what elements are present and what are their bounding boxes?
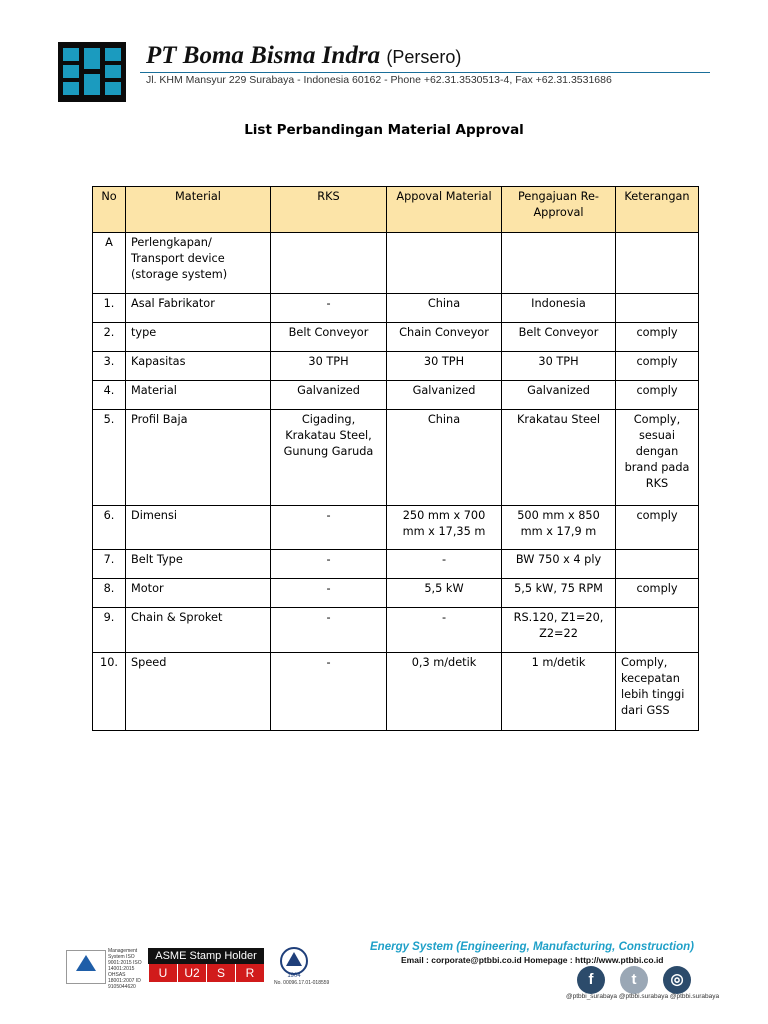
kan-number: No. 00096.17.01-018559: [274, 980, 330, 986]
table-row: [93, 550, 699, 579]
tuv-text: Management System ISO 9001:2015 ISO 14001:2015 OHSAS 18001:2007 ID 9105044620: [108, 948, 142, 990]
cell-approval: China: [387, 410, 502, 506]
cell-rks: -: [271, 608, 387, 653]
col-header-material: Material: [126, 187, 271, 233]
cell-keterangan: comply: [616, 579, 699, 608]
table-row: [93, 352, 699, 381]
facebook-icon[interactable]: f: [577, 966, 605, 994]
cell-no: 1.: [93, 294, 126, 323]
cell-rks: -: [271, 579, 387, 608]
cell-reapproval: 30 TPH: [502, 352, 616, 381]
cell-keterangan: comply: [616, 352, 699, 381]
kan-year: 1904: [287, 973, 301, 979]
cell-material: Perlengkapan/ Transport device (storage system): [126, 233, 271, 294]
table-row: [93, 233, 699, 294]
asme-stamp-s: S: [206, 964, 235, 982]
cell-keterangan: comply: [616, 323, 699, 352]
company-address: Jl. KHM Mansyur 229 Surabaya - Indonesia 60162 - Phone +62.31.3530513-4, Fax +62.31.3531686: [146, 74, 612, 86]
cell-reapproval: BW 750 x 4 ply: [502, 550, 616, 579]
contact-line: Email : corporate@ptbbi.co.id Homepage : http://www.ptbbi.co.id: [401, 955, 664, 965]
asme-stamp-logo: [148, 948, 264, 982]
cell-material: Asal Fabrikator: [126, 294, 271, 323]
instagram-icon[interactable]: ◎: [663, 966, 691, 994]
col-header-reapproval: Pengajuan Re-Approval: [502, 187, 616, 233]
cell-rks: 30 TPH: [271, 352, 387, 381]
asme-stamp-r: R: [235, 964, 264, 982]
cell-no: 4.: [93, 381, 126, 410]
company-name: [146, 42, 461, 70]
cell-approval: 250 mm x 700 mm x 17,35 m: [387, 506, 502, 550]
cell-keterangan: [616, 550, 699, 579]
cell-rks: -: [271, 550, 387, 579]
cell-material: Profil Baja: [126, 410, 271, 506]
company-name-text: PT Boma Bisma Indra: [146, 42, 381, 69]
table-header-row: [93, 187, 699, 233]
table-row: [93, 323, 699, 352]
cell-rks: [271, 233, 387, 294]
table-row: [93, 410, 699, 506]
cell-keterangan: [616, 608, 699, 653]
comparison-table: [92, 186, 699, 731]
cell-no: 2.: [93, 323, 126, 352]
asme-label: ASME Stamp Holder: [148, 948, 264, 964]
twitter-icon[interactable]: t: [620, 966, 648, 994]
certification-logos: [66, 948, 330, 988]
cell-keterangan: Comply, sesuai dengan brand pada RKS: [616, 410, 699, 506]
cell-approval: -: [387, 550, 502, 579]
table-row: [93, 608, 699, 653]
cell-rks: Galvanized: [271, 381, 387, 410]
seal-icon: [274, 944, 314, 980]
cell-approval: -: [387, 608, 502, 653]
cell-material: Kapasitas: [126, 352, 271, 381]
table-row: [93, 294, 699, 323]
table-row: [93, 579, 699, 608]
table-row: [93, 506, 699, 550]
col-header-keterangan: Keterangan: [616, 187, 699, 233]
cell-keterangan: comply: [616, 381, 699, 410]
cell-keterangan: comply: [616, 506, 699, 550]
kan-seal: [274, 944, 330, 988]
table-row: [93, 653, 699, 731]
company-suffix: (Persero): [386, 47, 462, 67]
asme-stamp-u2: U2: [177, 964, 206, 982]
cell-no: 10.: [93, 653, 126, 731]
col-header-no: No: [93, 187, 126, 233]
cell-rks: -: [271, 506, 387, 550]
cell-reapproval: Belt Conveyor: [502, 323, 616, 352]
cell-no: A: [93, 233, 126, 294]
cell-material: Material: [126, 381, 271, 410]
cell-no: 6.: [93, 506, 126, 550]
social-handles: @ptbbi_surabaya @ptbbi.surabaya @ptbbi.surabaya: [566, 993, 720, 1000]
cell-keterangan: [616, 233, 699, 294]
cell-approval: Galvanized: [387, 381, 502, 410]
cell-reapproval: 1 m/detik: [502, 653, 616, 731]
cell-reapproval: [502, 233, 616, 294]
cell-material: Belt Type: [126, 550, 271, 579]
cell-no: 7.: [93, 550, 126, 579]
cell-material: type: [126, 323, 271, 352]
cell-reapproval: Indonesia: [502, 294, 616, 323]
cell-reapproval: 5,5 kW, 75 RPM: [502, 579, 616, 608]
cell-approval: China: [387, 294, 502, 323]
cell-reapproval: 500 mm x 850 mm x 17,9 m: [502, 506, 616, 550]
cell-rks: Cigading, Krakatau Steel, Gunung Garuda: [271, 410, 387, 506]
cell-reapproval: RS.120, Z1=20, Z2=22: [502, 608, 616, 653]
header-rule: [140, 72, 710, 73]
cell-material: Chain & Sproket: [126, 608, 271, 653]
cell-rks: -: [271, 653, 387, 731]
cell-no: 5.: [93, 410, 126, 506]
cell-keterangan: [616, 294, 699, 323]
cell-material: Speed: [126, 653, 271, 731]
cell-reapproval: Krakatau Steel: [502, 410, 616, 506]
cell-material: Motor: [126, 579, 271, 608]
col-header-rks: RKS: [271, 187, 387, 233]
cell-no: 8.: [93, 579, 126, 608]
cell-approval: [387, 233, 502, 294]
cell-approval: 30 TPH: [387, 352, 502, 381]
cell-approval: 0,3 m/detik: [387, 653, 502, 731]
cell-rks: Belt Conveyor: [271, 323, 387, 352]
energy-tagline: Energy System (Engineering, Manufacturing, Construction): [370, 941, 694, 953]
tuv-logo: [66, 950, 106, 984]
cell-rks: -: [271, 294, 387, 323]
cell-approval: Chain Conveyor: [387, 323, 502, 352]
table-row: [93, 381, 699, 410]
document-title: List Perbandingan Material Approval: [244, 122, 524, 138]
cell-keterangan: Comply, kecepatan lebih tinggi dari GSS: [616, 653, 699, 731]
cell-reapproval: Galvanized: [502, 381, 616, 410]
cell-no: 9.: [93, 608, 126, 653]
asme-stamp-u: U: [148, 964, 177, 982]
cell-no: 3.: [93, 352, 126, 381]
cell-approval: 5,5 kW: [387, 579, 502, 608]
cell-material: Dimensi: [126, 506, 271, 550]
company-logo: [58, 42, 126, 102]
col-header-approval: Appoval Material: [387, 187, 502, 233]
